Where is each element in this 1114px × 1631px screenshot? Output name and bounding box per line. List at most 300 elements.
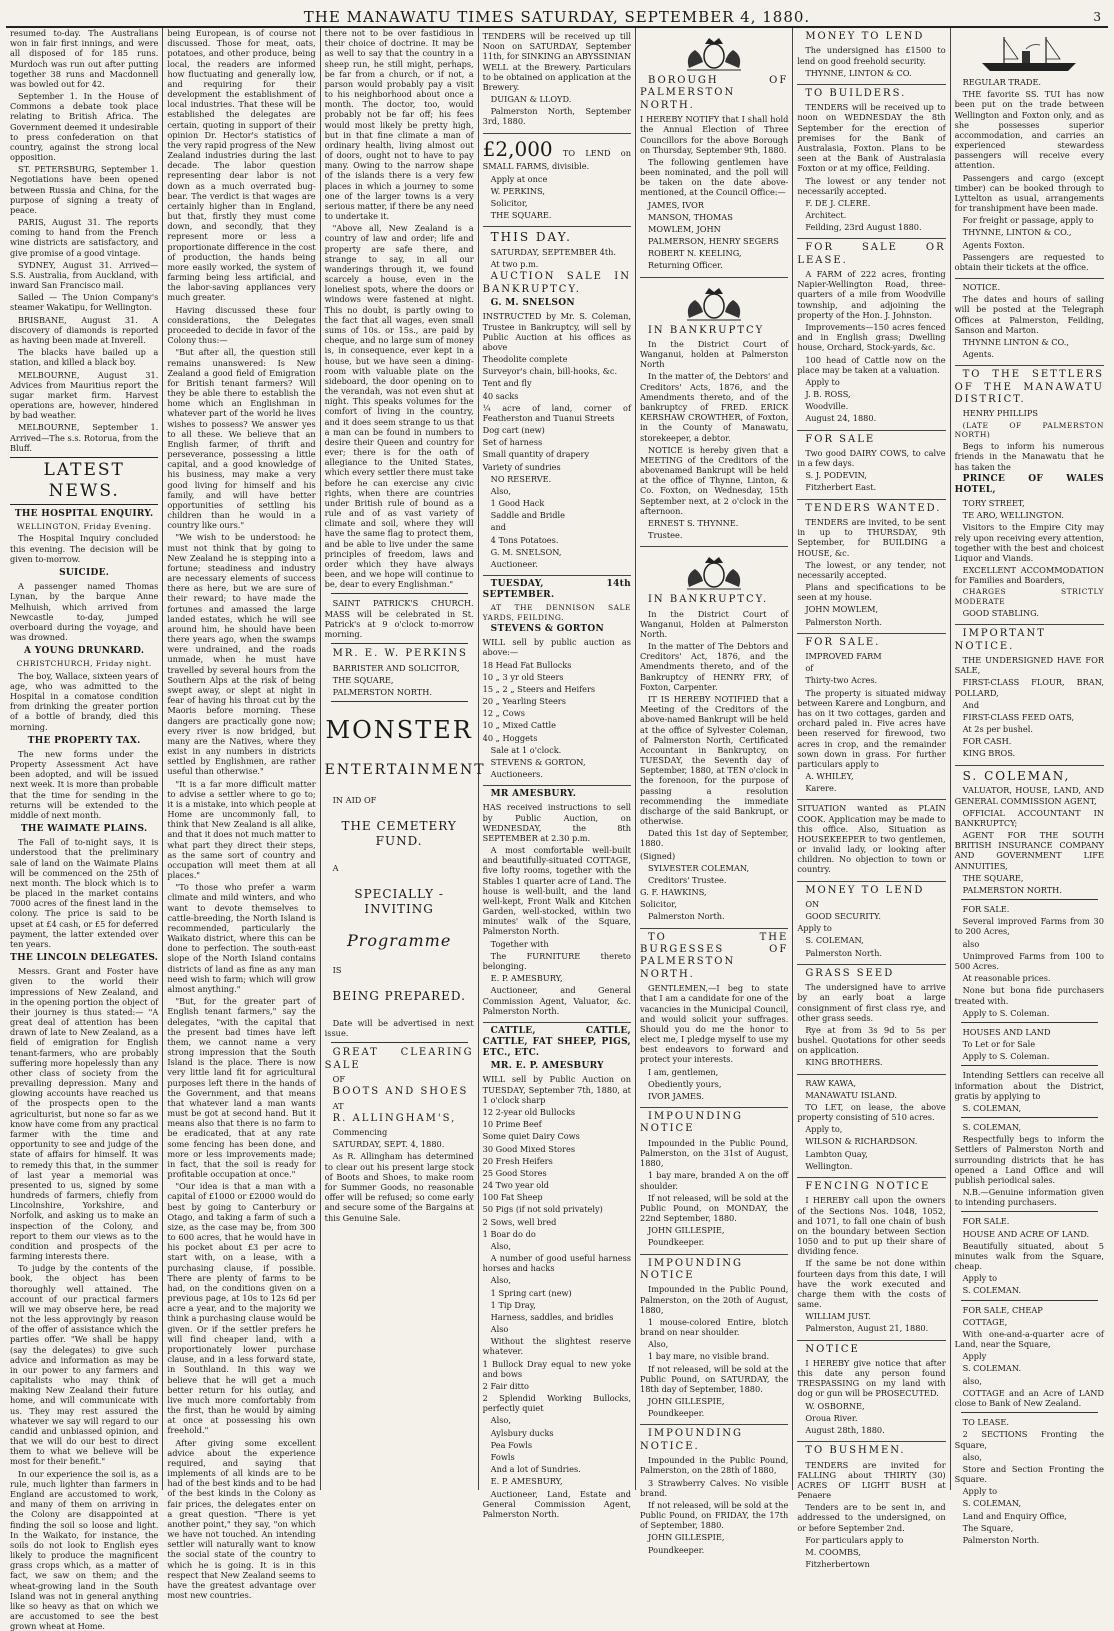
ad-heading: NOTICE. bbox=[962, 282, 1001, 293]
ad-text: TORY STREET, bbox=[962, 498, 1025, 509]
ad-heading: TO LEASE. bbox=[962, 1417, 1009, 1428]
ad-heading: FOR SALE bbox=[805, 433, 876, 445]
ad-heading: FENCING NOTICE bbox=[805, 1180, 931, 1192]
ad-text: Apply to S. Coleman. bbox=[962, 1007, 1050, 1018]
ad-text: 1 mouse-colored Entire, blotch brand on near shoulder. bbox=[639, 1316, 789, 1338]
ad-signature: JOHN MOWLEM, bbox=[805, 604, 879, 615]
list-item: 30 Good Mixed Stores bbox=[482, 1143, 576, 1154]
ad-text: Apply bbox=[962, 1351, 987, 1362]
ad-date: Palmerston North, September 3rd, 1880. bbox=[482, 106, 631, 127]
news-paragraph: The boy, Wallace, sixteen years of age, who was admitted to the Hospital in a comatose condition from drinking the greater portion of a bottle of brandy, died this morning. bbox=[10, 670, 159, 732]
list-item: Surveyor's chain, bill-hooks, &c. bbox=[482, 366, 618, 377]
news-paragraph: Messrs. Grant and Foster have given to the world their impressions of New Zealand, and in the opening portion the object of their journey is thus stated:— "A great deal of attention has been drawn of late to New Zealand, as a field of emigration for English tenant-farmers, who are probably suffering more hopelessly than any other class of society from the prevailing depression. Many and glowing accounts have reached us of the prospects open to the agriculturist, but none so far as we know have come from any practical farmer with the time and opportunity to see and judge of the state of affairs for himself. It was to remedy this that, in the summer of last year a memorial was presented to us, signed by some hundreds of farmers, chiefly from Lincolnshire, Yorkshire, and Norfolk, and asking us to make an inspection of the Colony, and report to them our views as to the condition and prospects of the farming interests there. bbox=[10, 966, 159, 1262]
ad-signature: E. P. AMESBURY, bbox=[490, 973, 563, 984]
ad-signature: G. F. HAWKINS, bbox=[639, 887, 707, 898]
ad-heading: MR AMESBURY. bbox=[490, 789, 577, 800]
ad-text: Plans and specifications to be seen at my house. bbox=[797, 582, 946, 603]
list-item: 24 Two year old bbox=[482, 1180, 550, 1191]
ad-text: Passengers and cargo (except timber) can be booked through to Lyttelton as usual, arrangements for transhipment have been made. bbox=[954, 172, 1104, 214]
list-item: Small quantity of drapery bbox=[482, 449, 590, 460]
divider bbox=[961, 1022, 1098, 1023]
list-item: 4 Tons Potatoes. bbox=[490, 534, 559, 545]
list-item: 1 Tip Dray, bbox=[490, 1299, 536, 1310]
ad-text: 2 SECTIONS Fronting the Square, bbox=[954, 1429, 1104, 1450]
ad-signature: F. DE J. CLERE. bbox=[805, 197, 871, 208]
headline: THE LINCOLN DELEGATES. bbox=[10, 953, 159, 964]
news-paragraph: In our experience the soil is, as a rule, much lighter than farmers in England are accustomed to work, and many of them on arriving in the Colony are disappointed at finding the soil so loose and light. In the Waikato, for instance, the soils do not look to English eyes likely to produce the magnificent grass crops which, as a matter of fact, we saw on them; and the wheat-growing land in the South Island was not in general anything like so heavy as that on which we are accustomed to see the best grown wheat at Home. bbox=[10, 1468, 159, 1631]
ad-burgesses bbox=[640, 929, 788, 1108]
ad-text: For particulars apply to bbox=[805, 1534, 904, 1545]
auctioneer-name: G. M. SNELSON bbox=[490, 298, 575, 309]
ad-text: And a lot of Sundries. bbox=[490, 1464, 581, 1475]
ad-text: Improvements—150 acres fenced and in English grass; Dwelling house, Orchard, Stock-yards, &c. bbox=[797, 322, 946, 353]
ad-text: At reasonable prices. bbox=[962, 973, 1051, 984]
ad-text: At 2s per bushel. bbox=[962, 724, 1033, 735]
ad-money-coleman bbox=[797, 882, 945, 965]
ad-text: Rye at from 3s 9d to 5s per bushel. Quotations for other seeds on application. bbox=[797, 1024, 946, 1056]
column-1 bbox=[6, 28, 163, 1631]
ad-text: EXCELLENT ACCOMMODATION for Families and Boarders, bbox=[954, 565, 1104, 586]
ad-text: Agents. bbox=[962, 349, 995, 360]
monster-heading: MONSTER bbox=[325, 716, 473, 745]
ad-text: Solicitor, bbox=[490, 197, 528, 208]
ad-text: Unimproved Farms from 100 to 500 Acres. bbox=[954, 950, 1104, 971]
ad-text: Auctioneer, and General Commission Agent, Valuator, &c. Palmerston North. bbox=[482, 985, 631, 1016]
ad-heading: NOTICE bbox=[805, 1343, 860, 1355]
ad-heading: TO THE SETTLERS OF THE MANAWATU DISTRICT. bbox=[954, 369, 1104, 406]
ad-text: 3 Strawberry Calves. No visible brand. bbox=[639, 1477, 789, 1498]
ad-text: 1 bay mare, no visible brand. bbox=[647, 1351, 770, 1362]
news-paragraph: MELBOURNE, September 1. Arrived—The s.s. Rotorua, from the Bluff. bbox=[10, 422, 159, 453]
ad-text: TE ARO, WELLINGTON. bbox=[962, 510, 1064, 521]
ad-text: Oroua River. bbox=[805, 1412, 858, 1423]
ad-signature: S. COLEMAN, bbox=[962, 1102, 1022, 1113]
list-item: 10 „ 3 yr old Steers bbox=[482, 671, 564, 682]
ad-text: Obediently yours, bbox=[647, 1078, 722, 1089]
divider bbox=[961, 1211, 1098, 1212]
divider bbox=[961, 899, 1098, 900]
ad-text: The undersigned have to arrive by an early boat a large consignment of first class rye, and other grass seeds. bbox=[797, 982, 946, 1023]
ad-heading: FOR SALE, CHEAP bbox=[962, 1304, 1043, 1315]
ad-text: OFFICIAL ACCOUNTANT IN BANKRUPTCY; bbox=[954, 807, 1104, 828]
date-note: Date will be advertised in next issue. bbox=[324, 1017, 474, 1039]
ad-impounding-2 bbox=[640, 1255, 788, 1426]
ad-text: The lowest, or any tender, not necessarily accepted. bbox=[797, 559, 946, 580]
news-paragraph: "It is a far more difficult matter to advise a settler where to go to; it is a mistake, into which people at Home are uncommonly fall, to think that New Zealand is all alike, and that it does not much matter to what part they direct their steps, as the same sort of country and occupation will meet them at all places." bbox=[167, 778, 316, 881]
ad-text: Sale at 1 o'clock. bbox=[490, 744, 562, 755]
perkins-address: THE SQUARE, bbox=[332, 674, 394, 685]
ad-text: Several improved Farms from 30 to 200 Acres, bbox=[954, 916, 1104, 937]
ad-text: Agents Foxton. bbox=[962, 239, 1025, 250]
list-item: 1 Boar do do bbox=[482, 1228, 536, 1239]
ad-text: Fitzherbertown bbox=[805, 1559, 870, 1570]
ad-tenders-wanted bbox=[797, 500, 945, 634]
list-item: 12 2-year old Bullocks bbox=[482, 1107, 576, 1117]
ad-text: TO LEND on SMALL FARMS, divisible. bbox=[482, 147, 631, 172]
headline: A YOUNG DRUNKARD. bbox=[24, 646, 145, 657]
ad-text: Store and Section Fronting the Square. bbox=[954, 1463, 1104, 1485]
ad-raw-kawa bbox=[797, 1075, 945, 1178]
list-item: Tent and fly bbox=[482, 378, 532, 389]
ad-text: If not released, will be sold at the Public Pound, on MONDAY, the 22nd September, 1880. bbox=[639, 1192, 789, 1224]
ad-borough-election bbox=[640, 28, 788, 278]
ad-text: The following gentlemen have been nominated, and the poll will be taken on the date above-mentioned, at the Council Office:— bbox=[639, 156, 789, 198]
a-label: A bbox=[332, 863, 339, 874]
ad-text: SITUATION wanted as PLAIN COOK. Application may be made to this office. Also, Situation as HOUSEKEEPER to two gentlemen, or invalid lady, or looking after children. No objection to town or country. bbox=[797, 803, 946, 875]
being-prepared: BEING PREPARED. bbox=[332, 989, 466, 1003]
ad-sailing-notice bbox=[955, 279, 1104, 366]
ad-heading: AUCTION SALE IN BANKRUPTCY. bbox=[482, 271, 631, 295]
ad-text: AT THE DENNISON SALE YARDS, FEILDING. bbox=[482, 603, 631, 622]
ad-text: A number of good useful harness horses and hacks bbox=[482, 1253, 631, 1274]
item-list bbox=[483, 660, 631, 743]
ad-text: In the District Court of Wanganui, holden at Palmerston North bbox=[639, 338, 789, 370]
ad-heading: TO BUSHMEN. bbox=[805, 1445, 906, 1457]
clearing-text: AT bbox=[332, 1100, 344, 1111]
ad-text: Apply at once bbox=[490, 173, 548, 184]
royal-crest-icon bbox=[679, 553, 749, 591]
ad-heading: S. COLEMAN, bbox=[962, 768, 1071, 783]
news-paragraph: Sailed — The Union Company's steamer Wakatipu, for Wellington. bbox=[10, 292, 159, 313]
ad-impounding-3 bbox=[640, 1425, 788, 1560]
nominee-list bbox=[640, 200, 788, 247]
ad-text: A most comfortable well-built and beautifully-situated COTTAGE, five lofty rooms, together with the Stables 1 quarter acre of Land. The house is well-built, and the land well-kept, Front Walk and Kitchen Garden, well-stocked, within two minutes' walk of the Square, Palmerston North. bbox=[482, 845, 631, 937]
ad-signature: S. COLEMAN. bbox=[962, 1285, 1022, 1296]
ad-text: N.B.—Genuine information given to intending purchasers. bbox=[954, 1187, 1104, 1208]
ad-text: Passengers are requested to obtain their tickets at the office. bbox=[954, 251, 1104, 272]
clearing-paragraph: As R. Allingham has determined to clear out his present large stock of Boots and Shoes, to make room for Summer Goods, no reasonable offer will be refused; so come early and secure some of the Bargains at this Genuine Sale. bbox=[324, 1151, 474, 1223]
ad-text: Also, bbox=[490, 1240, 511, 1251]
ad-heading: IN BANKRUPTCY bbox=[647, 324, 765, 336]
ad-text: The FURNITURE thereto belonging. bbox=[482, 950, 631, 971]
ad-text: TENDERS will be received up till Noon on SATURDAY, September 11th, for SINKING an ABYSSINIAN WELL at the Brewery. Particulars to be obtained on application at the Brewery. bbox=[482, 31, 631, 92]
programme: Programme bbox=[347, 931, 452, 950]
news-paragraph: After giving some excellent advice about the experience required, and saying that implements of all kinds are to be had of the best kinds and to be had of the best kinds in the Colony as fair prices, the delegates enter on a great question. "There is yet another point," they say, "on which we have not touched. An intending settler will naturally want to know the social state of the country to which he is going. It is in this respect that New Zealand seems to have the greatest advantage over most new countries. bbox=[167, 1437, 316, 1601]
list-item: 15 „ 2 „ Steers and Heifers bbox=[482, 683, 596, 694]
ad-signature: JOHN GILLESPIE, bbox=[647, 1396, 725, 1407]
list-item: 25 Good Stores bbox=[482, 1167, 547, 1178]
news-paragraph: BRISBANE, August 31. A discovery of diamonds is reported as having been made at Inverell. bbox=[10, 314, 159, 345]
ad-fencing-notice bbox=[797, 1178, 945, 1341]
news-paragraph: "But, for the greater part of English tenant farmers," say the delegates, "with the capital that the present bad times have left them, we cannot name a very strong impression that the South Island is the place. There is now very little land fit for agricultural purposes left there in the hands of the Government, and that means that whatever land a man wants must be got at second hand. But it means also that there is no farm to be eradicated, that at any rate some fencing has been done, and more or less improvements made; in fact, that the soil is ready for profitable occupation at once." bbox=[167, 996, 316, 1180]
ad-money-to-lend bbox=[483, 134, 631, 228]
news-paragraph: "Above all, New Zealand is a country of law and order; life and property are safe there, and strange to say, in all our wanderings through it, we found scarcely a house, even in the loneliest spots, where the doors or windows were fastened at night. This no doubt, is partly owing to the fact that all wages, even small sums of 10s. or 15s., are paid by cheque, and no large sum of money is, in consequence, ever kept in a house, but we have seen a dining-room with valuable plate on the sideboard, the door opening on to the verandah, was not even shut at night. This speaks volumes for the comfort of living in the country, and it does seem strange to us that a man can be found in numbers to desire their Queen and country for ever; there is for the oath of allegiance to the United States, which every settler there must take before he can exercise any civic rights, when there are countries under British rule of bound as a rule and of as vast variety of climate and soil, where they will have the same flag to protect them, and be able to live under the same principles of freedom, laws and order which they have always been, and we hope will continue to be, dear to every Englishman." bbox=[324, 223, 474, 590]
ad-text: GOOD STABLING. bbox=[962, 608, 1040, 619]
divider bbox=[331, 1042, 468, 1043]
news-paragraph: "To those who prefer a warm climate and mild winters, and who want to devote themselves to cattle-breeding, the North Island is recommended, particularly the Waikato district, where this can be done to perfection. The south-east slope of the North Island contains districts of land as fine as any man need wish to farm; which will grow almost anything." bbox=[167, 882, 316, 994]
divider bbox=[331, 701, 468, 702]
list-item: MOWLEM, JOHN bbox=[647, 223, 721, 234]
list-item: Dog cart (new) bbox=[482, 425, 545, 436]
cemetery-fund: THE CEMETERY FUND. bbox=[341, 819, 457, 849]
ad-text: With one-and-a-quarter acre of Land, near the Square, bbox=[954, 1328, 1104, 1350]
news-paragraph: there not to be over fastidious in their choice of doctrine. It may be as well to say that the country in a sheep run, he still might, perhaps, be far from a church, or if not, a parson would probably pay a visit to his neighborhood about once a month. The doctor, too, would probably not be far off; his fees would most likely be pretty high, but in that fine climate a man of ordinary health, living almost out of doors, ought not to have to pay many. Owing to the narrow shape of the islands there is a very few places in which a journey to some one of the larger towns is a very serious matter, if there be any need to undertake it. bbox=[324, 28, 474, 222]
list-item: JAMES, IVOR bbox=[647, 199, 704, 210]
clearing-text: Commencing bbox=[332, 1127, 388, 1138]
perkins-title: BARRISTER AND SOLICITOR, bbox=[332, 662, 460, 673]
ad-text: For freight or passage, apply to bbox=[962, 215, 1094, 226]
ad-text: Returning Officer. bbox=[647, 260, 723, 271]
ad-text: THE UNDERSIGNED HAVE FOR SALE, bbox=[954, 654, 1104, 676]
ad-signature: STEVENS & GORTON, bbox=[490, 756, 586, 767]
ad-text: THE favorite SS. TUI has now been put on the trade between Wellington and Foxton only, and as she possesses superior accommodation, and carries an experienced stewardess passengers will receive every attention. bbox=[954, 89, 1104, 171]
ad-text: Palmerston North. bbox=[647, 911, 725, 922]
ad-text: Architect. bbox=[805, 210, 847, 221]
hotel-name: PRINCE OF WALES HOTEL, bbox=[954, 473, 1104, 495]
ad-heading: FOR SALE. bbox=[962, 1216, 1010, 1227]
list-item: 2 Sows, well bred bbox=[482, 1216, 557, 1227]
ad-text: At two p.m. bbox=[490, 259, 539, 270]
list-item: 50 Pigs (if not sold privately) bbox=[482, 1204, 603, 1215]
news-paragraph: "But after all, the question still remains unanswered: Is New Zealand a good field of Emigration for British tenant farmers? Will they be able there to establish the home which an Englishman in whatever part of the world he lives wishes to possess? We answer yes to all these. We believe that an English farmer, of thrift and perseverance, possessing a little capital, and a good knowledge of his business, may make a very good living for himself and his family, and will have better opportunities of settling his children than he would in a country like ours." bbox=[167, 347, 316, 531]
list-item: 12 „ Cows bbox=[482, 708, 525, 719]
ad-text: The dates and hours of sailing will be posted at the Telegraph Offices at Palmerston, Feilding, Sanson and Marton. bbox=[954, 294, 1104, 335]
ad-heading: TO BUILDERS. bbox=[805, 87, 907, 99]
news-paragraph: A passenger named Thomas Lynan, by the barque Anne Melhuish, which arrived from Newcastle to-day, jumped overboard during the voyage, and was drowned. bbox=[10, 581, 159, 643]
list-item: Theodolite complete bbox=[482, 354, 568, 365]
masthead-title: THE MANAWATU TIMES SATURDAY, SEPTEMBER 4, 1880. bbox=[303, 8, 811, 26]
ad-text: Auctioneer, Land, Estate and General Commission Agent, Palmerston North. bbox=[482, 1488, 631, 1519]
ad-text: HOUSE AND ACRE OF LAND. bbox=[962, 1228, 1090, 1239]
ad-heading: TENDERS WANTED. bbox=[805, 502, 942, 514]
ad-text: Two good DAIRY COWS, to calve in a few days. bbox=[797, 447, 946, 469]
item-list bbox=[483, 1428, 631, 1463]
news-paragraph: "We wish to be understood: he must not think that by going to New Zealand he is stepping into a fortune; steadiness and industry are necessary elements of success there as here, but we are sure of their reward; to have made the fortunes and amassed the large landed estates, which he will see around him, he should have been there years ago, when the swamps were undrained, and the roads unmade, when he must have travelled by several hours from the Southern Alps at the risk of being swept away, or slept at night in fear of having his throat cut by the Maoris before morning. These dangers are practically gone now; every river is now bridged, but many are the Natives, where they exist in any numbers in districts settled by Englishmen, are rather useful than otherwise." bbox=[167, 532, 316, 777]
list-item: Variety of sundries bbox=[482, 461, 561, 472]
ad-text: Auctioneer. bbox=[490, 558, 538, 569]
ad-text: And bbox=[962, 699, 980, 710]
ad-text: (LATE OF PALMERSTON NORTH) bbox=[954, 420, 1104, 439]
clearing-sale-heading: GREAT CLEARING SALE bbox=[324, 1047, 474, 1071]
headline: THE WAIMATE PLAINS. bbox=[20, 824, 148, 835]
news-paragraph: SYDNEY, August 31. Arrived—S.S. Australia, from Auckland, with inward San Francisco mail. bbox=[10, 259, 159, 291]
news-paragraph: The Fall of to-night says, it is understood that the preliminary sale of land on the Waimate Plains will be commenced on the 25th of next month. The block which is to be placed in the market contains 7000 acres of the finest land in the colony. The price is said to be upset at £4 cash, or £5 for deferred payment, the latter extended over ten years. bbox=[10, 837, 159, 949]
ad-text: IMPROVED FARM bbox=[805, 651, 882, 662]
ad-text: None but bona fide purchasers treated with. bbox=[954, 985, 1104, 1006]
news-paragraph: To judge by the contents of the book, the object has been thoroughly well attained. The account of our practical farmers will we may observe here, be read not the less approvingly by reason of the offer of assistance which the parties offer. "We shall be happy (say the delegates) to give such advice and information as may be in our power to any farmers and capitalists who may think of making New Zealand their future home, and will communicate with us. They may rest assured the whatever we say will regard to our candid and unbiassed opinion, and that we will do our best to direct them to what we believe will be most for their benefit." bbox=[10, 1263, 159, 1467]
ad-text: FIRST-CLASS FLOUR, BRAN, POLLARD, bbox=[954, 677, 1104, 698]
news-paragraph: resumed to-day. The Australians won in fair first innings, and were all disposed of for 185 runs. Murdoch was run out after putting together 38 runs and Macdonnell was bowled out for 42. bbox=[10, 28, 159, 89]
ad-text: Thirty-two Acres. bbox=[805, 675, 878, 686]
ad-signature: S. COLEMAN, bbox=[805, 935, 864, 946]
ad-signature: THYNNE, LINTON & CO. bbox=[805, 67, 912, 78]
ad-signature: S. COLEMAN, bbox=[962, 1498, 1022, 1509]
ad-heading: IMPOUNDING NOTICE bbox=[639, 1111, 743, 1135]
list-item: 18 Head Fat Bullocks bbox=[482, 659, 572, 670]
ad-heading: MONEY TO LEND bbox=[805, 884, 925, 896]
ad-text: Poundkeeper. bbox=[647, 1544, 705, 1555]
ad-heading: IN BANKRUPTCY. bbox=[647, 594, 769, 606]
list-item: ¼ acre of land, corner of Featherston and Tuanui Streets bbox=[482, 402, 631, 423]
ad-signature: JOHN GILLESPIE, bbox=[647, 1532, 725, 1543]
ad-text: Solicitor, bbox=[639, 899, 677, 910]
item-list bbox=[483, 498, 631, 545]
news-paragraph: ST. PETERSBURG, September 1. Negotiations have been opened between Russia and China, for the purpose of signing a treaty of peace. bbox=[10, 164, 159, 215]
ad-signature: DUIGAN & LLOYD. bbox=[490, 94, 572, 105]
ad-text: Impounded in the Public Pound, Palmerston, on the 20th of August, 1880, bbox=[639, 1284, 789, 1315]
ad-text: I HEREBY call upon the owners of the Sections Nos. 1048, 1052, and 1071, to fall one chain of bush on the boundary between Section 1050 and to put up their share of dividing fence. bbox=[797, 1195, 946, 1257]
column-6 bbox=[793, 28, 950, 1570]
ad-text: Apply to bbox=[962, 1273, 998, 1284]
ad-text: Impounded in the Public Pound, Palmerston, on the 28th of 1880, bbox=[639, 1455, 789, 1476]
ad-sale-or-lease bbox=[797, 239, 945, 430]
ad-text: If the same be not done within fourteen days from this date, I will have the work executed and charge them with the costs of same. bbox=[797, 1258, 946, 1310]
list-item: Fowls bbox=[490, 1451, 515, 1462]
list-item: 2 Splendid Working Bullocks, perfectly quiet bbox=[482, 1393, 631, 1414]
ad-text: THE SQUARE, bbox=[962, 872, 1024, 883]
ad-signature: IVOR JAMES. bbox=[647, 1090, 704, 1101]
headline: THE HOSPITAL ENQUIRY. bbox=[14, 509, 154, 520]
ad-text: Creditors' Trustee. bbox=[647, 874, 727, 885]
ad-cottage-auction bbox=[483, 786, 631, 1023]
page-number: 3 bbox=[1093, 10, 1102, 24]
news-paragraph: September 1. In the House of Commons a debate took place relating to British Africa. The Government deemed it undesirable to press confederation on that country, against the strong local opposition. bbox=[10, 91, 159, 163]
ad-text: Apply to S. Coleman. bbox=[962, 1051, 1050, 1062]
list-item: Pea Fowls bbox=[490, 1439, 533, 1450]
ad-heading: FOR SALE. bbox=[962, 904, 1010, 915]
list-item: Saddle and Bridle bbox=[490, 510, 565, 521]
clearing-text: BOOTS AND SHOES bbox=[332, 1086, 469, 1098]
list-item: 1 Bullock Dray equal to new yoke and bows bbox=[482, 1358, 631, 1379]
ad-well-tenders bbox=[483, 28, 631, 134]
news-paragraph: The Hospital Inquiry concluded this evening. The decision will be given to-morrow. bbox=[10, 533, 159, 564]
ad-to-bushmen bbox=[797, 1442, 945, 1575]
royal-crest-icon bbox=[679, 284, 749, 322]
ad-heading: GRASS SEED bbox=[805, 967, 895, 979]
ad-impounding-1 bbox=[640, 1108, 788, 1255]
ad-bankruptcy-crowther bbox=[640, 278, 788, 548]
ad-text: Fitzherbert East. bbox=[805, 482, 877, 493]
headline: SUICIDE. bbox=[59, 568, 110, 578]
ad-text: Karere. bbox=[805, 783, 837, 794]
ad-text: also, bbox=[962, 1375, 982, 1386]
ad-text: IT IS HEREBY NOTIFIED that a Meeting of the Creditors of the above-named Bankrupt will be held at the office of Sylvester Coleman, of Palmerston North, Certificated Accountant in Bankruptcy, on TUESDAY, the Seventh day of September, 1880, at TEN o'clock in the forenoon, for the purpose of passing a resolution recommending the immediate discharge of the said Bankrupt, or otherwise. bbox=[639, 694, 789, 827]
clearing-text: R. ALLINGHAM'S, bbox=[332, 1112, 457, 1124]
ad-important-notice bbox=[955, 625, 1104, 765]
ad-text: ON bbox=[805, 898, 820, 909]
ad-heading: MONEY TO LEND bbox=[805, 31, 925, 42]
ad-heading: CATTLE, CATTLE, CATTLE, FAT SHEEP, PIGS, ETC., ETC. bbox=[482, 1025, 631, 1059]
ad-text: TO LET, on lease, the above property consisting of 510 acres. bbox=[797, 1101, 946, 1123]
ad-signature: ERNEST S. THYNNE. bbox=[647, 517, 739, 528]
ad-text: Without the slightest reserve whatever. bbox=[482, 1336, 631, 1357]
ad-text: Apply to bbox=[797, 923, 832, 934]
ad-text: Land and Enquiry Office, bbox=[962, 1510, 1067, 1521]
ad-text: COTTAGE, bbox=[962, 1316, 1008, 1327]
list-item: 1 Good Hack bbox=[490, 498, 545, 509]
ad-text: Poundkeeper. bbox=[647, 1408, 705, 1419]
ad-text: (Signed) bbox=[639, 850, 676, 861]
ad-text: PALMERSTON NORTH. bbox=[962, 884, 1062, 895]
ad-grass-seed bbox=[797, 965, 945, 1075]
divider bbox=[961, 1412, 1098, 1413]
column-7 bbox=[951, 28, 1108, 1545]
ad-text: If not released, will be sold at the Public Pound, on FRIDAY, the 17th of September, 1880. bbox=[639, 1499, 789, 1531]
ad-text: FOR CASH. bbox=[962, 736, 1012, 747]
ad-text: Auctioneers. bbox=[490, 769, 543, 780]
ad-text: In the matter of, the Debtors' and Creditors' Acts, 1876, and the Amendments thereto, and of the bankruptcy of FRED. ERICK KERSHAW CROWTHER, of Foxton, in the County of Manawatu, storekeeper, a debtor. bbox=[639, 371, 789, 443]
news-paragraph: MELBOURNE, August 31. Advices from Mauritius report the sugar market firm. Harvest operations are, however, hindered by bad weather. bbox=[10, 369, 159, 421]
ad-signature: S. COLEMAN, bbox=[962, 1122, 1022, 1133]
column-3 bbox=[321, 28, 486, 1490]
column-5 bbox=[636, 28, 793, 1555]
auctioneer-name: MR. E. P. AMESBURY bbox=[490, 1061, 604, 1072]
specially-inviting: SPECIALLY - INVITING bbox=[354, 887, 444, 917]
ad-trespass-notice bbox=[797, 1341, 945, 1443]
masthead bbox=[6, 8, 1108, 28]
headline: THE PROPERTY TAX. bbox=[27, 735, 141, 746]
ad-text: Visitors to the Empire City may rely upon receiving every attention, together with the best and choicest Liquor and Viands. bbox=[954, 522, 1104, 563]
news-paragraph: Having discussed these four considerations, the Delegates proceeded to decide in favor of the Colony thus:— bbox=[167, 304, 316, 346]
ad-text: Together with bbox=[490, 938, 549, 949]
ad-date: SATURDAY, SEPTEMBER 4th. bbox=[490, 247, 617, 258]
ad-date: Palmerston, August 21, 1880. bbox=[805, 1323, 929, 1334]
ad-heading: HOUSES AND LAND bbox=[962, 1026, 1051, 1037]
ad-text: Palmerston North. bbox=[805, 947, 882, 958]
ad-text: NO RESERVE. bbox=[490, 473, 552, 484]
list-item: 2 Fair ditto bbox=[482, 1380, 529, 1391]
ad-date: TUESDAY, 14th SEPTEMBER. bbox=[482, 579, 631, 601]
ad-signature: THYNNE LINTON & CO., bbox=[962, 336, 1069, 347]
ad-stock-sale bbox=[483, 576, 631, 786]
ad-text: TENDERS are invited for FALLING about THIRTY (30) ACRES OF LIGHT BUSH at Penaere bbox=[797, 1459, 946, 1501]
column-4 bbox=[479, 28, 636, 1519]
ad-text: THE SQUARE. bbox=[490, 210, 552, 221]
ad-text: In the matter of The Debtors and Creditors' Act, 1876, and the Amendments thereto, and of the Bankruptcy of HENRY FRY, of Foxton, Carpenter. bbox=[639, 641, 789, 692]
list-item: 20 „ Yearling Steers bbox=[482, 696, 566, 707]
ad-auction-bankruptcy bbox=[483, 227, 631, 576]
list-item: 20 Fresh Heifers bbox=[482, 1155, 553, 1166]
column-2 bbox=[163, 28, 320, 1601]
ad-text: Begs to inform his numerous friends in the Manawatu that he has taken the bbox=[954, 441, 1104, 472]
ad-date: Feilding, 23rd August 1880. bbox=[805, 222, 922, 233]
news-paragraph: being European, is of course not discussed. Those for meat, oats, potatoes, and other produce, being local, the readers are informed how fluctuating and generally low, and requiring for their development the establishment of local industries. That these will be established the delegates are certain, quoting in support of their opinion Dr. Hector's statistics of the very rapid progress of the New Zealand industries during the last decade. The labor question representing dear labor is not down as a much overrated bug-bear. The verdict is that wages are certainly higher than in England, but that, firstly they must come down, and secondly, that they represent more or less a proportionate difference in the cost of production, the hands being more easily worked, the system of farming being less artificial, and the labor-saving appliances very much greater. bbox=[167, 28, 316, 303]
ad-heading: MANAWATU ISLAND. bbox=[805, 1089, 898, 1100]
ad-text: Woodville. bbox=[805, 401, 849, 412]
divider bbox=[961, 1065, 1098, 1066]
ad-signature: THYNNE, LINTON & CO., bbox=[962, 227, 1072, 238]
list-item: 40 sacks bbox=[482, 390, 519, 401]
ad-text: WILL sell by Public Auction on TUESDAY, September 7th, 1880, at 1 o'clock sharp bbox=[482, 1074, 631, 1105]
ad-signature: KING BROTHERS. bbox=[805, 1057, 883, 1068]
ad-text: FIRST-CLASS FEED OATS, bbox=[962, 711, 1075, 722]
item-list bbox=[483, 1107, 631, 1239]
ad-text: also, bbox=[962, 1451, 982, 1462]
ad-text: COTTAGE and an Acre of LAND close to Bank of New Zealand. bbox=[954, 1387, 1104, 1408]
divider bbox=[331, 643, 468, 644]
ad-text: 100 head of Cattle now on the place may be taken at a valuation. bbox=[797, 354, 946, 375]
ad-signature: WILSON & RICHARDSON. bbox=[805, 1136, 918, 1147]
ad-heading: IMPOUNDING NOTICE bbox=[639, 1257, 743, 1281]
ad-text: WILL sell by public auction as above:— bbox=[482, 637, 631, 658]
list-item: 1 Spring cart (new) bbox=[490, 1287, 572, 1298]
ad-text: Tenders are to be sent in, and addressed to the undersigned, on or before September 2nd. bbox=[797, 1502, 946, 1533]
list-item: MANSON, THOMAS bbox=[647, 211, 733, 222]
item-list bbox=[483, 1359, 631, 1414]
ad-heading: IMPOUNDING NOTICE. bbox=[639, 1428, 743, 1452]
clearing-text: SATURDAY, SEPT. 4, 1880. bbox=[332, 1139, 445, 1150]
ad-signature: W. PERKINS, bbox=[490, 185, 545, 196]
dateline: WELLINGTON, Friday Evening. bbox=[16, 522, 152, 532]
list-item: Set of harness bbox=[482, 437, 543, 448]
ad-text: INSTRUCTED by Mr. S. Coleman, Trustee in Bankruptcy, will sell by Public Auction at his offices as above bbox=[482, 311, 631, 352]
ad-text: Trustee. bbox=[647, 530, 683, 541]
ad-text: Poundkeeper. bbox=[647, 1237, 705, 1248]
ad-text: Also, bbox=[490, 1275, 511, 1286]
ad-text: I HEREBY NOTIFY that I shall hold the Annual Election of Three Councillors for the above Borough on Thursday, September 9th, 1880. bbox=[639, 114, 789, 155]
ad-s-coleman bbox=[955, 766, 1104, 1552]
divider bbox=[331, 593, 468, 594]
